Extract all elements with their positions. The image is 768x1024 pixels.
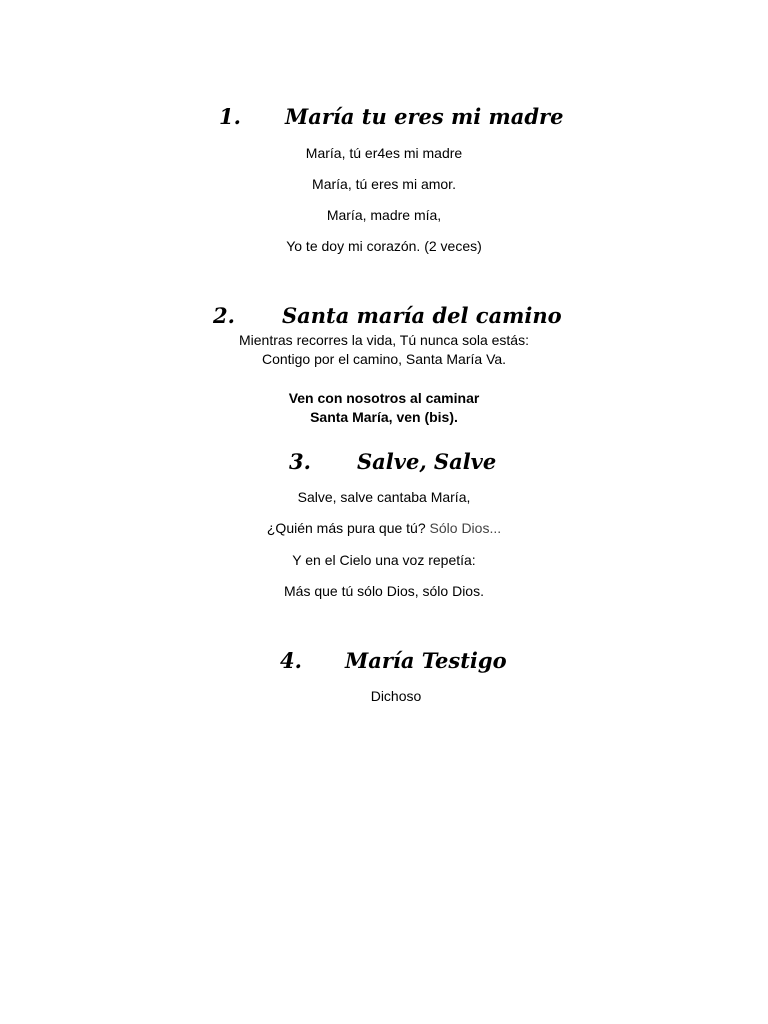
song-3-line-3: Y en el Cielo una voz repetía: — [292, 552, 476, 568]
song-4-line-1: Dichoso — [370, 688, 422, 704]
song-4-title: María Testigo — [345, 648, 507, 673]
song-1-line-1: María, tú er4es mi madre — [305, 145, 463, 161]
song-1-title: María tu eres mi madre — [285, 104, 564, 129]
song-4-heading — [280, 650, 520, 674]
song-2-number: 2. — [213, 303, 235, 328]
song-3-line-1: Salve, salve cantaba María, — [297, 489, 471, 505]
song-3-heading — [289, 451, 509, 475]
song-4-number: 4. — [280, 648, 302, 673]
song-3-line-2-text: ¿Quién más pura que tú? — [266, 520, 426, 536]
song-2-title: Santa maría del camino — [282, 303, 562, 328]
song-3-number: 3. — [289, 449, 311, 474]
song-1-line-3: María, madre mía, — [326, 207, 442, 223]
song-2-line-2: Contigo por el camino, Santa María Va. — [261, 351, 507, 367]
song-2-heading — [213, 305, 583, 329]
song-1-line-4: Yo te doy mi corazón. (2 veces) — [286, 238, 482, 254]
song-1-heading — [219, 106, 579, 130]
song-3-title: Salve, Salve — [357, 449, 497, 474]
song-2-chorus-line-1: Ven con nosotros al caminar — [288, 390, 480, 406]
song-3-line-2-suffix: Sólo Dios... — [429, 520, 502, 536]
song-3-line-4: Más que tú sólo Dios, sólo Dios. — [284, 583, 484, 599]
song-1-line-2: María, tú eres mi amor. — [312, 176, 456, 192]
song-3-line-2 — [0, 521, 768, 535]
song-2-line-1: Mientras recorres la vida, Tú nunca sola estás: — [239, 332, 529, 348]
song-1-number: 1. — [219, 104, 241, 129]
song-2-chorus-line-2: Santa María, ven (bis). — [310, 409, 458, 425]
